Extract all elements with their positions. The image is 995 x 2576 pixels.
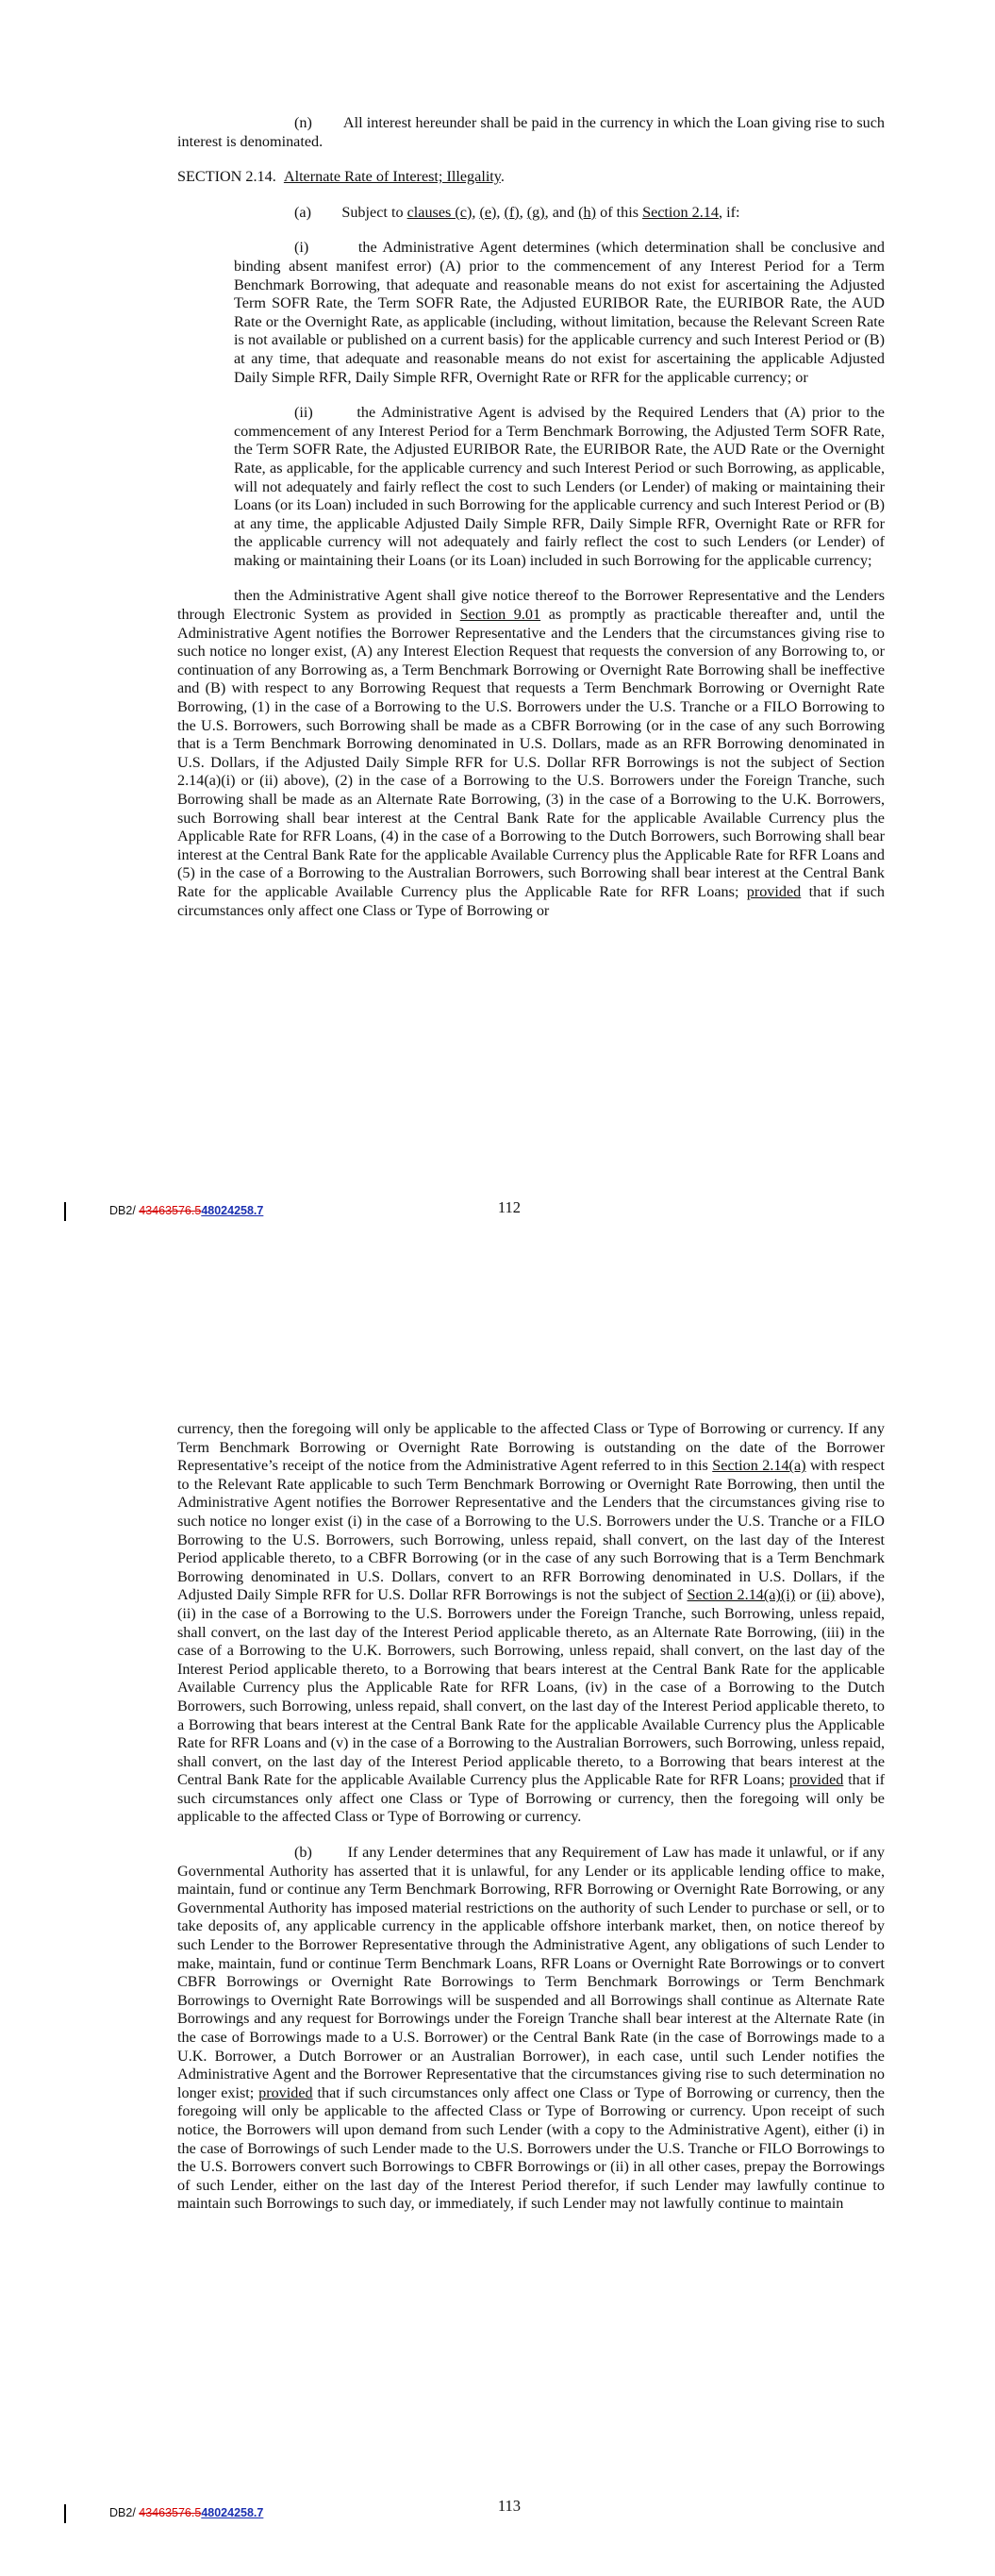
subparagraph-i: (i) the Administrative Agent determines (which determination shall be conclusive and binding absent manifest error) (A) prior to the commencement of any Interest Period for a Term Benchmark Borrowing, that adequate and reasonable means do not exist for ascertaining the Adjusted Term SOFR Rate, the Term SOFR Rate, the Adjusted EURIBOR Rate, the EURIBOR Rate, the AUD Rate or the Overnight Rate, as applicable (including, without limitation, because the Relevant Screen Rate is not available or published on a current basis) for the applicable currency and such Interest Period or (B) at any time, that adequate and reasonable means do not exist for ascertaining the applicable Adjusted Daily Simple RFR, Daily Simple RFR, Overnight Rate or RFR for the applicable currency; or bbox=[234, 239, 885, 386]
section-ref-9-01: Section 9.01 bbox=[459, 606, 541, 624]
section-ref-2-14-a: Section 2.14(a) bbox=[712, 1457, 806, 1475]
clause-ref-c: clauses (c) bbox=[406, 203, 473, 221]
clause-ref-f: (f) bbox=[504, 203, 520, 221]
document-id-deleted: 43463576.5 bbox=[139, 2506, 202, 2519]
provided-term: provided bbox=[788, 1771, 844, 1789]
clause-ref-e: (e) bbox=[479, 203, 497, 221]
section-ref-2-14-a-i: Section 2.14(a)(i) bbox=[687, 1586, 796, 1604]
document-page-113 bbox=[0, 1288, 995, 2576]
section-heading: SECTION 2.14. Alternate Rate of Interest; Illegality. bbox=[177, 168, 505, 186]
paragraph-a: (a) Subject to clauses (c), (e), (f), (g), and (h) of this Section 2.14, if: bbox=[294, 203, 740, 221]
paragraph-continued: currency, then the foregoing will only be applicable to the affected Class or Type of Borrowing or currency. If any Term Benchmark Borrowing or Overnight Rate Borrowing is outstanding on the date of the Borrower Representative’s receipt of the notice from the Administrative Agent referred to in this Section 2.14(a) with respect to the Relevant Rate applicable to such Term Benchmark Borrowing or Overnight Rate Borrowing, then until the Administrative Agent notifies the Borrower Representative and the Lenders that the circumstances giving rise to such notice no longer exist (i) in the case of a Borrowing to the U.S. Borrowers under the U.S. Tranche or a FILO Borrowing to the U.S. Borrowers, such Borrowing, unless repaid, shall convert, on the last day of the Interest Period applicable thereto, to a CBFR Borrowing (or in the case of any such Borrowing that is a Term Benchmark Borrowing denominated in U.S. Dollars, convert to an RFR Borrowing denominated in U.S. Dollars, if the Adjusted Daily Simple RFR for U.S. Dollar RFR Borrowings is not the subject of Section 2.14(a)(i) or (ii) above), (ii) in the case of a Borrowing to the U.S. Borrowers under the Foreign Tranche, such Borrowing, unless repaid, shall convert, on the last day of the Interest Period applicable thereto, as an Alternate Rate Borrowing, (iii) in the case of a Borrowing to the U.K. Borrowers, such Borrowing, unless repaid, shall convert, on the last day of the Interest Period applicable thereto, to a Borrowing that bears interest at the Central Bank Rate for the applicable Available Currency plus the Applicable Rate for RFR Loans, (iv) in the case of a Borrowing to the Dutch Borrowers, such Borrowing, unless repaid, shall convert, on the last day of the Interest Period applicable thereto, to a Borrowing that bears interest at the Central Bank Rate for the applicable Available Currency plus the Applicable Rate for RFR Loans and (v) in the case of a Borrowing to the Australian Borrowers, such Borrowing, unless repaid, shall convert, on the last day of the Interest Period applicable thereto, to a Borrowing that bears interest at the Central Bank Rate for the applicable Available Currency plus the Applicable Rate for RFR Loans; provided that if such circumstances only affect one Class or Type of Borrowing or currency, then the foregoing will only be applicable to the affected Class or Type of Borrowing or currency. bbox=[177, 1420, 885, 1826]
provided-term: provided bbox=[746, 882, 802, 900]
document-id: DB2/ 43463576.548024258.7 bbox=[109, 1204, 264, 1217]
paragraph-then: then the Administrative Agent shall give notice thereof to the Borrower Representative and the Lenders through Electronic System as provided in Section 9.01 as promptly as practicable thereafter and, until the Administrative Agent notifies the Borrower Representative and the Lenders that the circumstances giving rise to such notice no longer exist, (A) any Interest Election Request that requests the conversion of any Borrowing to, or continuation of any Borrowing as, a Term Benchmark Borrowing or Overnight Rate Borrowing shall be ineffective and (B) with respect to any Borrowing Request that requests a Term Benchmark Borrowing or Overnight Rate Borrowing, (1) in the case of a Borrowing to the U.S. Borrowers under the U.S. Tranche or a FILO Borrowing to the U.S. Borrowers, such Borrowing shall be made as a CBFR Borrowing (or in the case of any such Borrowing that is a Term Benchmark Borrowing denominated in U.S. Dollars, made as an RFR Borrowing denominated in U.S. Dollars, if the Adjusted Daily Simple RFR for U.S. Dollar RFR Borrowings is not the subject of Section 2.14(a)(i) or (ii) above), (2) in the case of a Borrowing to the U.S. Borrowers under the Foreign Tranche, such Borrowing shall be made as an Alternate Rate Borrowing, (3) in the case of a Borrowing to the U.K. Borrowers, such Borrowing shall bear interest at the Central Bank Rate for the applicable Available Currency plus the Applicable Rate for RFR Loans, (4) in the case of a Borrowing to the Dutch Borrowers, such Borrowing shall bear interest at the Central Bank Rate for the applicable Available Currency plus the Applicable Rate for RFR Loans and (5) in the case of a Borrowing to the Australian Borrowers, such Borrowing shall bear interest at the Central Bank Rate for the applicable Available Currency plus the Applicable Rate for RFR Loans; provided that if such circumstances only affect one Class or Type of Borrowing or bbox=[177, 587, 885, 919]
document-id-inserted: 48024258.7 bbox=[201, 1204, 264, 1217]
section-ref-2-14: Section 2.14 bbox=[642, 203, 719, 221]
page-113-footer bbox=[0, 2497, 995, 2538]
page-number: 112 bbox=[497, 1198, 522, 1216]
document-id-deleted: 43463576.5 bbox=[139, 1204, 202, 1217]
page-number: 113 bbox=[497, 2497, 522, 2515]
clause-ref-g: (g) bbox=[526, 203, 545, 221]
page-112-body bbox=[177, 114, 885, 937]
page-113-body bbox=[177, 1420, 885, 2231]
clause-ref-ii: (ii) bbox=[816, 1586, 836, 1604]
paragraph-n: (n) All interest hereunder shall be paid in the currency in which the Loan giving rise to such interest is denominated. bbox=[177, 114, 885, 150]
clause-ref-h: (h) bbox=[578, 203, 597, 221]
document-id: DB2/ 43463576.548024258.7 bbox=[109, 2506, 264, 2519]
section-number: SECTION 2.14. bbox=[177, 168, 284, 186]
provided-term: provided bbox=[258, 2083, 313, 2101]
paragraph-b: (b) If any Lender determines that any Requirement of Law has made it unlawful, or if any Governmental Authority has asserted that it is unlawful, for any Lender or its applicable lending office to make, maintain, fund or continue any Term Benchmark Borrowing, RFR Borrowing or Overnight Rate Borrowing, or any Governmental Authority has imposed material restrictions on the authority of such Lender to purchase or sell, or to take deposits of, any applicable currency in the applicable offshore interbank market, then, on notice thereof by such Lender to the Borrower Representative through the Administrative Agent, any obligations of such Lender to make, maintain, fund or continue Term Benchmark Loans, RFR Loans or Overnight Rate Borrowings or to convert CBFR Borrowings or Overnight Rate Borrowings to Term Benchmark Borrowings or Term Benchmark Borrowings to Overnight Rate Borrowings will be suspended and all Borrowings shall continue as Alternate Rate Borrowings and any request for Borrowings under the Foreign Tranche shall bear interest at the Alternate Rate (in the case of Borrowings made to a U.S. Borrower) or the Central Bank Rate (in the case of Borrowings made to a U.K. Borrower, a Dutch Borrower or an Australian Borrower), in each case, until such Lender notifies the Administrative Agent and the Borrower Representative that the circumstances giving rise to such determination no longer exist; provided that if such circumstances only affect one Class or Type of Borrowing or currency, then the foregoing will only be applicable to the affected Class or Type of Borrowing or currency. Upon receipt of such notice, the Borrowers will upon demand from such Lender (with a copy to the Administrative Agent), either (i) in the case of Borrowings of such Lender made to the U.S. Borrowers under the U.S. Tranche or FILO Borrowings to the U.S. Borrowers convert such Borrowings to CBFR Borrowings or (ii) in all other cases, prepay the Borrowings of such Lender, either on the last day of the Interest Period therefor, if such Lender may lawfully continue to maintain such Borrowings to such day, or immediately, if such Lender may not lawfully continue to maintain bbox=[177, 1844, 885, 2213]
section-title: Alternate Rate of Interest; Illegality bbox=[283, 168, 501, 186]
page-112-footer bbox=[0, 1198, 995, 1236]
subparagraph-ii: (ii) the Administrative Agent is advised by the Required Lenders that (A) prior to the commencement of any Interest Period for a Term Benchmark Borrowing, the Adjusted Term SOFR Rate, the Term SOFR Rate, the Adjusted EURIBOR Rate, the EURIBOR Rate, the AUD Rate or the Overnight Rate, as applicable, for the applicable currency and such Interest Period or such Borrowing, as applicable, will not adequately and fairly reflect the cost to such Lenders (or Lender) of making or maintaining their Loans (or its Loan) included in such Borrowing for the applicable currency and such Interest Period or (B) at any time, the applicable Adjusted Daily Simple RFR, Daily Simple RFR, Overnight Rate or RFR for the applicable currency will not adequately and fairly reflect the cost to such Lenders (or Lender) of making or maintaining their Loans (or its Loan) included in such Borrowing for the applicable currency; bbox=[234, 404, 886, 569]
document-id-inserted: 48024258.7 bbox=[201, 2506, 264, 2519]
